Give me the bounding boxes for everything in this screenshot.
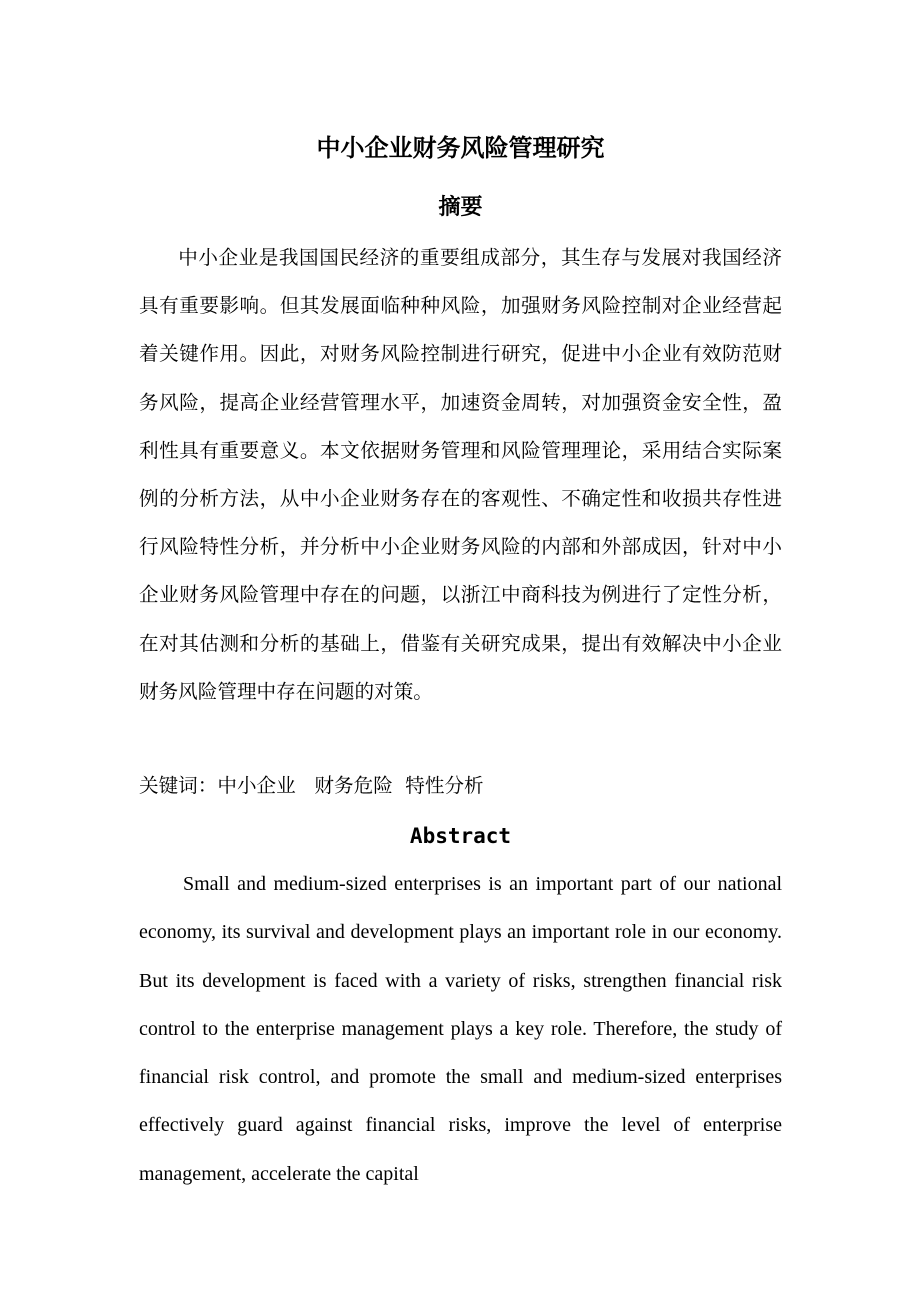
en-abstract-heading: Abstract (409, 824, 512, 848)
keywords-label: 关键词： (139, 774, 218, 797)
en-abstract-paragraph: Small and medium-sized enterprises is an important part of our national economy, its survival and development plays an important role in our economy. But its development is faced with a variety of risks, strengthen financial risk control to the enterprise management plays a key role. Therefore, the study of financial risk control, and promote the small and medium-sized enterprises effectively guard against financial risks, improve the level of enterprise management, accelerate the capital (139, 873, 782, 1185)
keywords-line (139, 766, 782, 806)
cn-abstract-paragraph: 中小企业是我国国民经济的重要组成部分，其生存与发展对我国经济具有重要影响。但其发展面临种种风险，加强财务风险控制对企业经营起着关键作用。因此，对财务风险控制进行研究，促进中小企业有效防范财务风险，提高企业经营管理水平，加速资金周转，对加强资金安全性，盈利性具有重要意义。本文依据财务管理和风险管理理论，采用结合实际案例的分析方法，从中小企业财务存在的客观性、不确定性和收损共存性进行风险特性分析，并分析中小企业财务风险的内部和外部成因，针对中小企业财务风险管理中存在的问题，以浙江中商科技为例进行了定性分析，在对其估测和分析的基础上，借鉴有关研究成果，提出有效解决中小企业财务风险管理中存在问题的对策。 (139, 246, 782, 703)
page-title: 中小企业财务风险管理研究 (316, 134, 605, 162)
document-page (139, 0, 782, 1302)
cn-abstract-heading: 摘要 (438, 195, 483, 220)
keywords-values: 中小企业 财务危险 特性分析 (217, 774, 484, 797)
